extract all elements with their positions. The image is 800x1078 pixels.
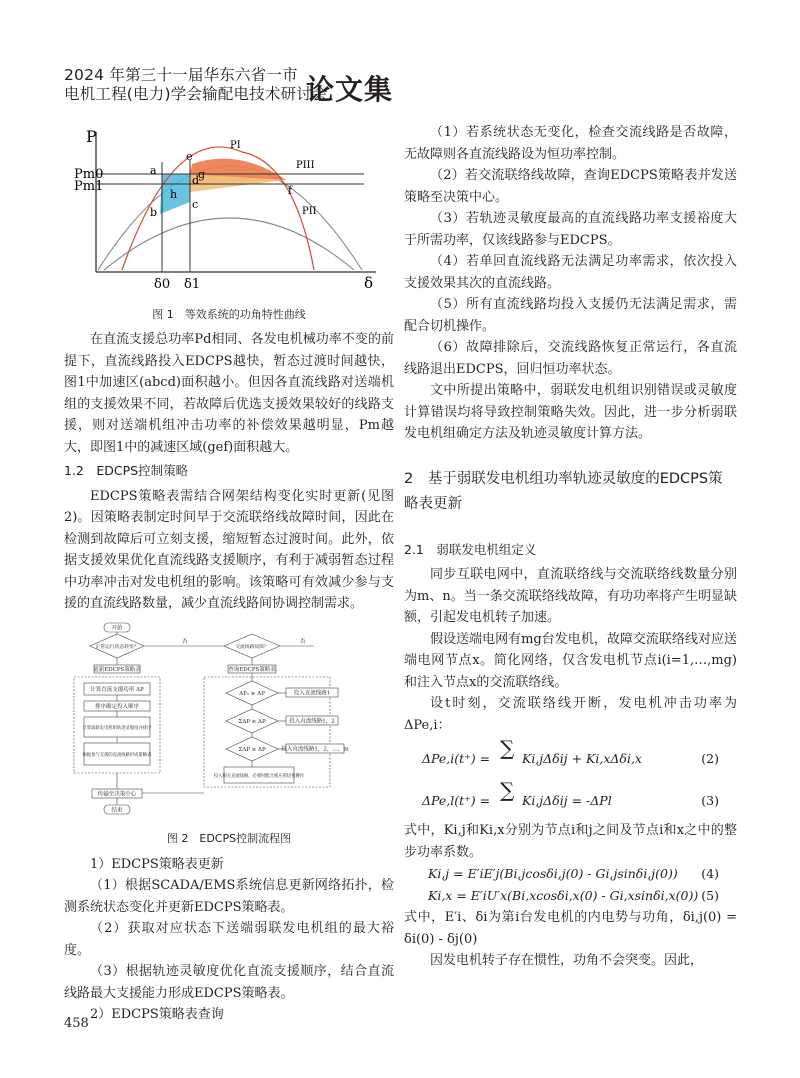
list-item: （2）获取对应状态下送端弱联发电机组的最大裕度。 [64,921,394,958]
paragraph: 式中，E′i、δi为第i台发电机的内电势与功角，δi,j(0) = δi(0) - δj(0) [404,910,737,947]
equation-3 [404,778,737,820]
node-end-text: 结束 [111,807,123,813]
equation-3-lhs: ΔPe,l(t⁺) = [422,793,491,808]
paragraph: 文中所提出策略中，弱联发电机组识别错误或灵敏度计算错误均将导致控制策略失效。因此，进一步分析弱联发电机组确定方法及轨迹灵敏度计算方法。 [404,383,737,441]
right-column [404,122,737,972]
equation-2-number: (2) [701,751,719,766]
paragraph: 同步互联电网中，直流联络线与交流联络线数量分别为m、n。当一条交流联络线故障，有功功率将产生明显缺额，引起发电机转子加速。 [404,567,737,625]
list-item: 2）EDCPS策略表查询 [90,1007,224,1022]
equation-5-number: (5) [701,888,719,903]
node-all-input-text: 投入相关直流线路，必要时配合相应的切机操作 [213,773,305,779]
node-send-text: 传输至决策中心 [97,791,137,797]
paragraph: （4）若单回直流线路无法满足功率需求，依次投入支援效果其次的直流线路。 [404,254,737,291]
point-a: a [150,164,157,177]
pm0-label: Pm0 [74,167,104,182]
paragraph: 式中，Ki,j和Ki,x分别为节点i和j之间及节点i和x之中的整步功率系数。 [404,823,737,860]
point-c: c [192,198,199,211]
section-heading-2-1: 2.1 弱联发电机组定义 [404,541,537,557]
point-h: h [170,188,178,201]
point-d: d [192,174,200,187]
delta-axis-label: δ [364,274,374,292]
left-column [64,122,394,1026]
paragraph: 因发电机转子存在惯性，功角不会突变。因此， [430,953,704,968]
equation-2-lhs: ΔPe,i(t⁺) = [422,751,491,766]
figure-1-power-angle-curve [64,122,394,292]
pi-label: PI [230,140,241,151]
equation-3-rhs: Ki,jΔδij = -ΔPl [522,793,612,808]
paragraph: 假设送端电网有mg台发电机，故障交流联络线对应送端电网节点x。简化网络，仅含发电机节点i(i=1,…,mg)和注入节点x的交流联络线。 [404,631,737,690]
pm1-label: Pm1 [74,179,104,194]
equation-3-number: (3) [701,793,719,808]
node-cond-3-text: ΣΔP ≥ ΔP [238,746,266,753]
point-b: b [150,206,158,219]
node-cond-1-text: ΔP₁ ≥ ΔP [239,690,265,697]
paragraph: EDCPS策略表需结合网架结构变化实时更新(见图2)。因策略表制定时间早于交流联络线故障时间，因此在检测到故障后可立刻支援，缩短暂态过渡时间。此外，依据支援效果优化直流线路支援顺序，有利于减弱暂态过程中功率冲击对发电机组的影响。该策略可有效减少参与支援的直流线路数量，减少直流线路间协调控制需求。 [64,488,394,611]
header-proceedings-title: 论文集 [306,73,394,106]
node-input-1-text: 投入直流线路1 [293,690,331,696]
delta0-label: δ0 [154,277,171,292]
node-input-3-text: 投入直流线路1，2，…，m [281,746,349,752]
label-no-2: 否 [300,638,306,645]
node-start-text: 开始 [111,625,123,631]
node-update-text: 更新EDCPS策略表 [93,666,141,673]
equation-2 [404,736,737,778]
paragraph: 在直流支援总功率Pd相同、各发电机械功率不变的前提下，直流线路投入EDCPS越快，暂态过渡时间越快，图1中加速区(abcd)面积越小。但因各直流线路对送端机组的支援效果不同，若故障后优选支援效果较好的线路支援，则对送端机组冲击功率的补偿效果越明显，Pm越大，即图1中的减速区域(gef)面积越大。 [64,332,394,455]
figure-1-caption: 图 1 等效系统的功角特性曲线 [152,307,306,321]
list-item: （3）根据轨迹灵敏度优化直流支援顺序，结合直流线路最大支援能力形成EDCPS策略表。 [64,964,394,1001]
point-e: e [186,150,193,163]
node-query-text: 查询EDCPS策略表 [228,666,276,673]
page-number: 458 [64,1016,89,1031]
figure-2-edcps-flowchart [64,621,394,817]
header-line2: 电机工程(电力)学会输配电技术研讨会 [64,85,328,103]
pii-label: PII [302,206,317,217]
section-heading-1-2: 1.2 EDCPS控制策略 [64,463,189,478]
list-item: （1）根据SCADA/EMS系统信息更新网络拓扑，检测系统状态变化并更新EDCPS策略表。 [64,878,394,915]
equation-4-body: Ki,j = E′iE′j(Bi,jcosδi,j(0) - Gi,jsinδi,j(0)) [428,866,678,881]
paragraph: （5）所有直流线路均投入支援仍无法满足需求，需配合切机操作。 [404,297,737,334]
node-cond-2-text: ΣΔP ≥ ΔP [238,718,266,725]
sum-symbol: ∑ [500,736,515,760]
list-item: 1）EDCPS策略表更新 [90,856,224,872]
equation-5 [404,885,737,907]
delta1-label: δ1 [184,277,201,292]
node-state-change-text: 正常运行状态转变？ [95,644,139,650]
node-input-2-text: 投入直流线路1，2 [289,718,335,724]
equation-2-rhs: Ki,jΔδij + Ki,xΔδi,x [522,751,642,766]
figure-2-caption: 图 2 EDCPS控制流程图 [166,832,292,845]
node-calc-text: 计算直流支援功率 ΔP [90,686,144,693]
point-g: g [198,168,206,181]
p-axis-label: P [86,127,97,146]
equation-5-body: Ki,x = E′iU′x(Bi,xcosδi,x(0) - Gi,xsinδi,x(0)) [428,888,699,903]
paragraph: （2）若交流联络线故障，查询EDCPS策略表并发送策略至决策中心。 [404,168,737,205]
point-f: f [288,184,293,197]
paragraph: （3）若轨迹灵敏度最高的直流线路功率支援裕度大于所需功率，仅该线路参与EDCPS。 [404,211,737,248]
paragraph: （1）若系统状态无变化，检查交流线路是否故障，无故障则各直流线路设为恒功率控制。 [404,125,737,162]
equation-4-number: (4) [701,866,719,881]
node-form-text: 根据参与支援的直流线路形成策略表 [82,752,152,758]
label-no-1: 否 [182,638,188,645]
node-fault-check-text: 交流线路故障？ [235,644,269,650]
paragraph: 设t时刻，交流联络线开断，发电机冲击功率为ΔPe,i： [404,696,737,733]
paragraph: （6）故障排除后，交流线路恢复正常运行，各直流线路退出EDCPS，回归恒功率状态。 [404,340,737,377]
node-sort-text: 排序确定投入顺序 [94,703,140,710]
section-heading-2: 2 基于弱联发电机组功率轨迹灵敏度的EDCPS策略表更新 [404,470,723,512]
equation-4 [404,863,737,885]
node-sensitivity-text: 计算弱联发电机组轨迹灵敏度并排序 [82,725,152,731]
header-line1: 2024 年第三十一届华东六省一市 [64,66,298,84]
piii-label: PIII [296,160,315,171]
sum-symbol: ∑ [500,778,515,802]
